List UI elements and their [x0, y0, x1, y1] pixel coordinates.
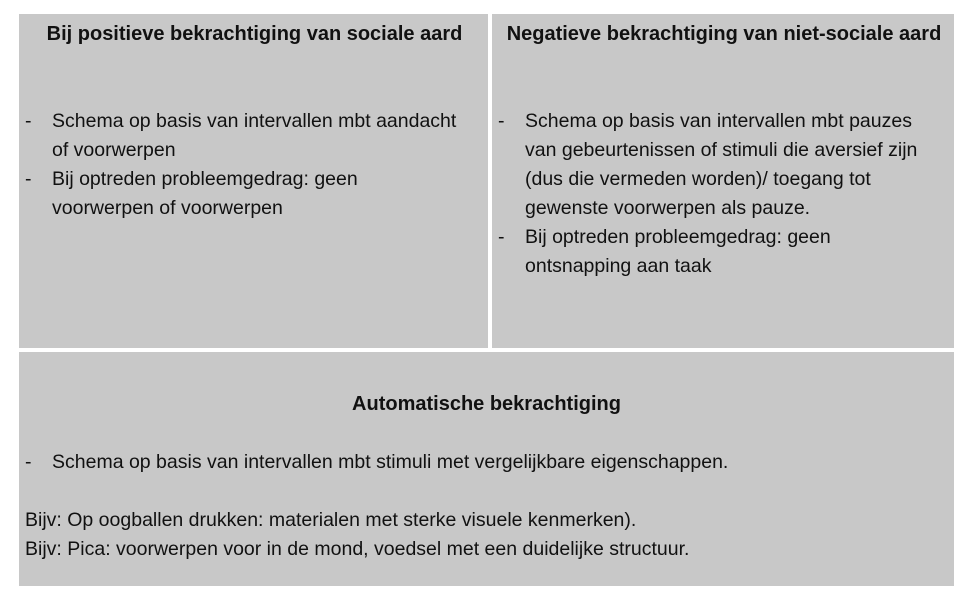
automatic-reinforcement-cell — [19, 352, 954, 586]
reinforcement-table — [19, 14, 954, 586]
list-item-text: Schema op basis van intervallen mbt pauzes van gebeurtenissen of stimuli die aversief zijn (dus die vermeden worden)/ toegang tot gewenste voorwerpen als pauze. — [525, 110, 918, 219]
list-item — [25, 165, 465, 223]
negative-reinforcement-list — [498, 107, 938, 281]
example-line: Bijv: Pica: voorwerpen voor in de mond, voedsel met een duidelijke structuur. — [25, 538, 690, 560]
list-item-text: Schema op basis van intervallen mbt stimuli met vergelijkbare eigenschappen. — [52, 451, 729, 473]
list-item — [25, 448, 728, 477]
bullet-dash: - — [25, 110, 32, 132]
automatic-reinforcement-heading: Automatische bekrachtiging — [352, 393, 621, 415]
list-item-text: Schema op basis van intervallen mbt aandacht of voorwerpen — [52, 110, 457, 161]
examples-block — [25, 506, 689, 564]
list-item — [498, 107, 938, 223]
example-line: Bijv: Op oogballen drukken: materialen met sterke visuele kenmerken). — [25, 509, 637, 531]
list-item-text: Bij optreden probleemgedrag: geen ontsnapping aan taak — [525, 226, 831, 277]
positive-reinforcement-heading: Bij positieve bekrachtiging van sociale aard — [46, 23, 463, 45]
bullet-dash: - — [498, 226, 505, 248]
negative-reinforcement-cell — [492, 14, 954, 348]
list-item-text: Bij optreden probleemgedrag: geen voorwerpen of voorwerpen — [52, 168, 358, 219]
bullet-dash: - — [25, 451, 32, 473]
positive-reinforcement-cell — [19, 14, 488, 348]
bullet-dash: - — [498, 110, 505, 132]
bullet-dash: - — [25, 168, 32, 190]
list-item — [498, 223, 938, 281]
list-item — [25, 107, 465, 165]
negative-reinforcement-heading: Negatieve bekrachtiging van niet-sociale aard — [506, 23, 942, 45]
positive-reinforcement-list — [25, 107, 465, 223]
